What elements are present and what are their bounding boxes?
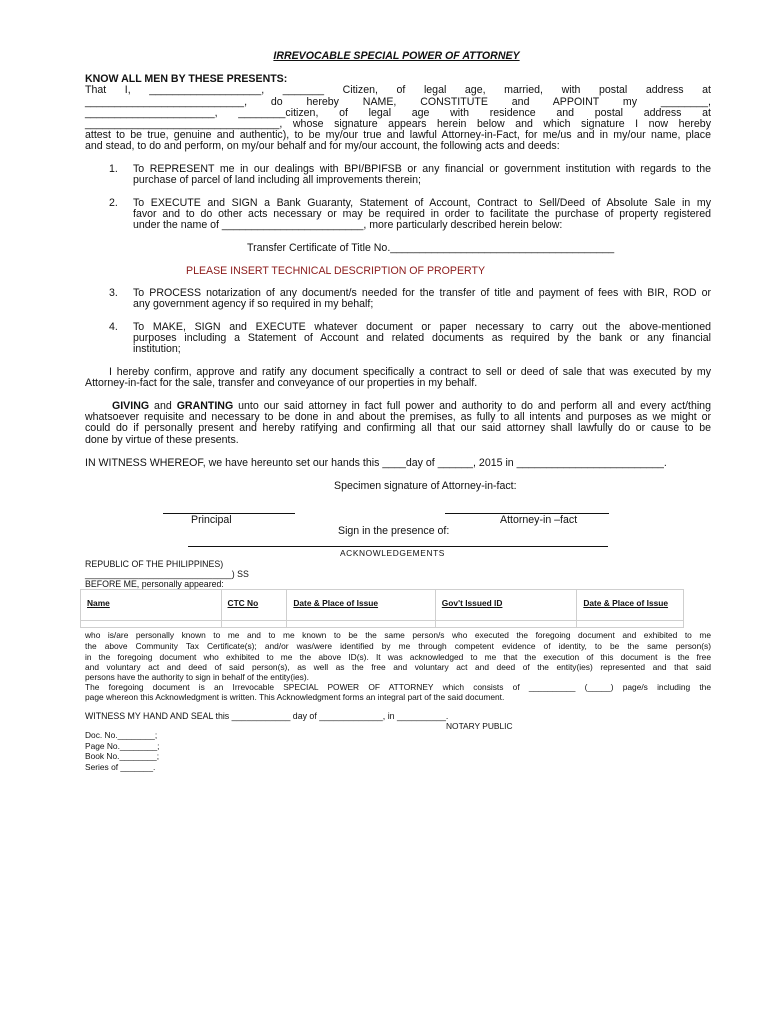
table-cell xyxy=(435,621,577,628)
opening-heading: KNOW ALL MEN BY THESE PRESENTS: xyxy=(85,73,288,85)
item-line: favor and to do other acts necessary or may be required in order to facilitate the purchase of property registered xyxy=(133,208,711,220)
confirm-line: Attorney-in-fact for the sale, transfer and conveyance of our properties in my behalf. xyxy=(85,377,478,389)
giving-line: done by virtue of these presents. xyxy=(85,434,239,446)
table-cell xyxy=(287,621,435,628)
item-number: 2. xyxy=(109,197,118,209)
ack-line: in the foregoing document who exhibited to me the above ID(s). It was acknowledged to me that the execution of this document is the free xyxy=(85,652,711,662)
ss-line: ______________________________) SS xyxy=(85,569,249,579)
document-title: IRREVOCABLE SPECIAL POWER OF ATTORNEY xyxy=(273,50,520,62)
tct-line: Transfer Certificate of Title No.______________________________________ xyxy=(247,242,615,254)
item-number: 3. xyxy=(109,287,118,299)
intro-line: That I, ___________________, _______ Citizen, of legal age, married, with postal address at xyxy=(85,84,711,96)
table-cell xyxy=(221,621,287,628)
principal-label: Principal xyxy=(191,514,232,526)
item-line: purposes including a Statement of Account and related documents as required by the bank or any financial xyxy=(133,332,711,344)
intro-line: ___________________________, do hereby NAME, CONSTITUTE and APPOINT my ________, xyxy=(85,96,711,108)
page-no: Page No.________; xyxy=(85,741,160,751)
table-header-date-place-id: Date & Place of Issue xyxy=(577,590,684,621)
foregoing-line: page whereon this Acknowledgment is written. This Acknowledgment forms an integral part of the said document. xyxy=(85,692,505,702)
book-no: Book No.________; xyxy=(85,751,160,761)
table-header-name: Name xyxy=(81,590,222,621)
insert-note: PLEASE INSERT TECHNICAL DESCRIPTION OF PROPERTY xyxy=(186,265,486,277)
witness-signature-line xyxy=(188,546,608,547)
item-number: 4. xyxy=(109,321,118,333)
ack-line: persons have the authority to sign in behalf of the entity(ies). xyxy=(85,672,309,682)
table-cell xyxy=(577,621,684,628)
ack-line: the above Community Tax Certificate(s); and/or was/were identified by me through competent evidence of identity, to be the same person(s) xyxy=(85,641,711,651)
granting-word: GRANTING xyxy=(176,400,234,412)
table-row xyxy=(81,621,684,628)
republic-line: REPUBLIC OF THE PHILIPPINES) xyxy=(85,559,224,569)
intro-line: attest to be true, genuine and authentic), to be my/our true and lawful Attorney-in-Fact, for me/us and in my/our name, place xyxy=(85,129,711,141)
doc-no: Doc. No.________; xyxy=(85,730,158,740)
confirm-line: I hereby confirm, approve and ratify any document specifically a contract to sell or deed of sale that was executed by my xyxy=(109,366,711,378)
id-table xyxy=(80,589,684,628)
intro-line: ______________________, ________citizen, of legal age with residence and postal address at xyxy=(85,107,711,119)
foregoing-line: The foregoing document is an Irrevocable SPECIAL POWER OF ATTORNEY which consists of __________ (_____) page/s including the xyxy=(85,682,711,692)
item-line: To EXECUTE and SIGN a Bank Guaranty, Statement of Account, Contract to Sell/Deed of Absolute Sale in my xyxy=(133,197,711,209)
item-line: To MAKE, SIGN and EXECUTE whatever document or paper necessary to carry out the above-mentioned xyxy=(133,321,711,333)
item-line: To PROCESS notarization of any document/s needed for the transfer of title and payment of fees with BIR, ROD or xyxy=(133,287,711,299)
giving-line: whatsoever requisite and necessary to be done in and about the premises, as fully to all intents and purposes as we might or xyxy=(85,411,711,423)
before-me-line: BEFORE ME, personally appeared: xyxy=(85,579,224,589)
series-of: Series of _______. xyxy=(85,762,156,772)
specimen-label: Specimen signature of Attorney-in-fact: xyxy=(334,480,517,492)
ack-line: who is/are personally known to me and to me known to be the same person/s who executed the foregoing document and exhibited to me xyxy=(85,630,711,640)
attorney-label: Attorney-in –fact xyxy=(500,514,578,526)
intro-line: _________________________________, whose signature appears herein below and which signature I now hereby xyxy=(85,118,711,130)
intro-line: and stead, to do and perform, on my/our behalf and for my/our account, the following acts and deeds: xyxy=(85,140,560,152)
item-line: institution; xyxy=(133,343,181,355)
table-cell xyxy=(81,621,222,628)
and-word: and xyxy=(154,400,172,412)
item-line: To REPRESENT me in our dealings with BPI/BPIFSB or any financial or government institution with regards to the xyxy=(133,163,711,175)
acknowledgements-title: ACKNOWLEDGEMENTS xyxy=(340,548,445,558)
giving-word: GIVING xyxy=(112,400,150,412)
notary-public-label: NOTARY PUBLIC xyxy=(446,721,513,731)
witness-hand-line: WITNESS MY HAND AND SEAL this ____________ day of _____________, in __________. xyxy=(85,711,449,721)
table-header-gov-id: Gov't Issued ID xyxy=(435,590,577,621)
witness-line: IN WITNESS WHEREOF, we have hereunto set our hands this ____day of ______, 2015 in _________________________. xyxy=(85,457,667,469)
item-line: under the name of ________________________, more particularly described herein below: xyxy=(133,219,563,231)
giving-line: could do if personally present and hereby ratifying and confirming all that our said attorney shall lawfully do or cause to be xyxy=(85,422,711,434)
giving-rest: unto our said attorney in fact full power and authority to do and perform all and every act/thing xyxy=(238,400,711,412)
item-line: purchase of parcel of land including all improvements therein; xyxy=(133,174,421,186)
item-number: 1. xyxy=(109,163,118,175)
ack-line: and voluntary act and deed of said person(s), as well as the free and voluntary act and deed of the entity(ies) represented and that said xyxy=(85,662,711,672)
table-header-ctc: CTC No xyxy=(221,590,287,621)
item-line: any government agency if so required in my behalf; xyxy=(133,298,374,310)
table-header-date-place: Date & Place of Issue xyxy=(287,590,435,621)
sign-presence-label: Sign in the presence of: xyxy=(338,525,450,537)
